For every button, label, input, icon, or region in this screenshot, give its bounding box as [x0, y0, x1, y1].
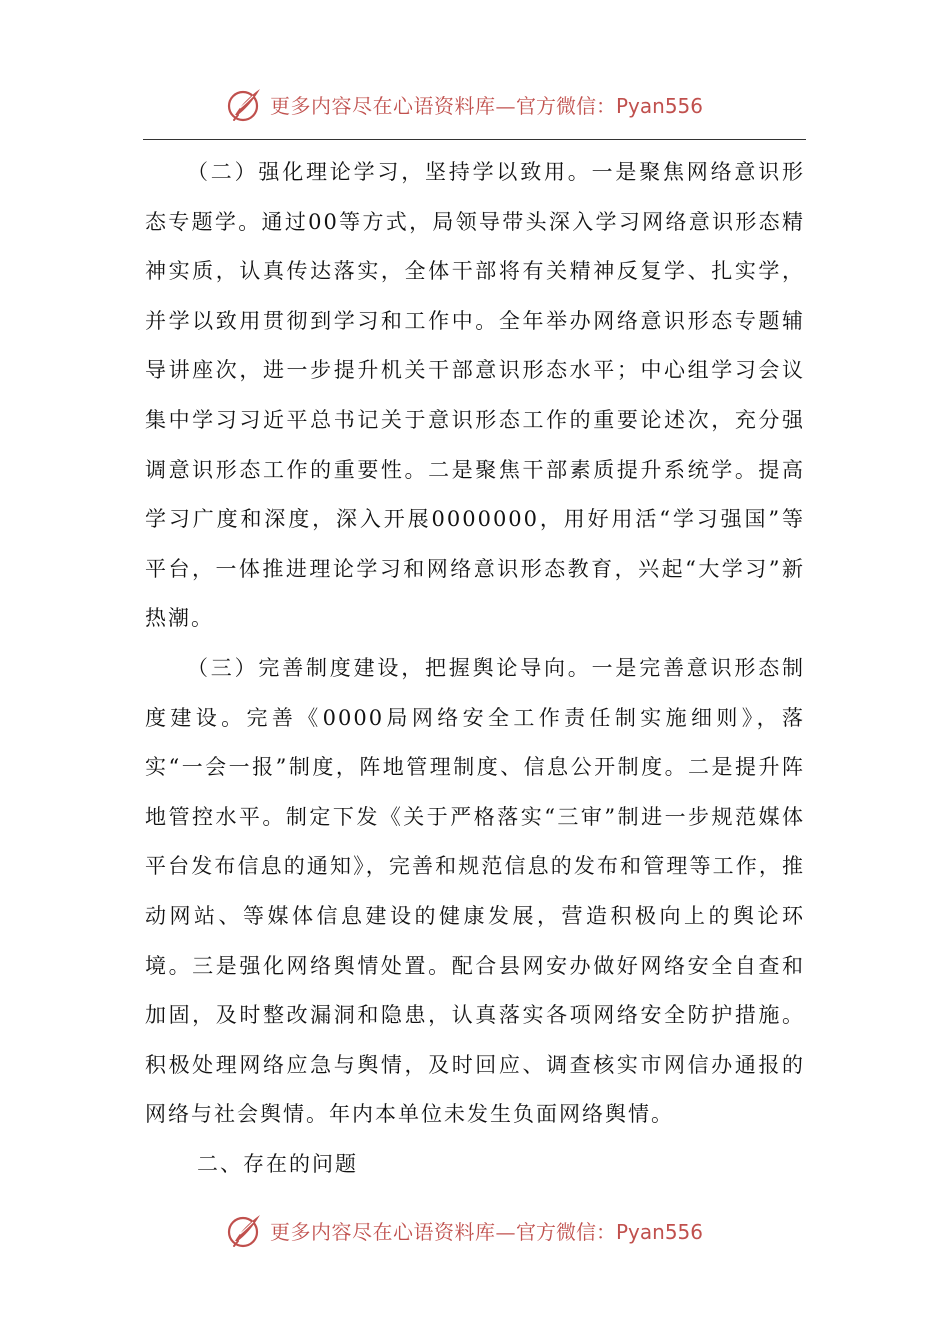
document-body: [145, 148, 805, 1189]
footer-promo-text: 更多内容尽在心语资料库—: [270, 1219, 516, 1244]
header-banner: [226, 82, 703, 126]
footer-banner: [226, 1208, 703, 1252]
header-contact-text: 官方微信：Pyan556: [516, 93, 704, 118]
paragraph-2: （二）强化理论学习，坚持学以致用。一是聚焦网络意识形态专题学。通过00等方式，局领导带头深入学习网络意识形态精神实质，认真传达落实，全体干部将有关精神反复学、扎实学，并学以致用贯彻到学习和工作中。全年举办网络意识形态专题辅导讲座次，进一步提升机关干部意识形态水平；中心组学习会议集中学习习近平总书记关于意识形态工作的重要论述次，充分强调意识形态工作的重要性。二是聚焦干部素质提升系统学。提高学习广度和深度，深入开展0000000，用好用活“学习强国”等平台，一体推进理论学习和网络意识形态教育，兴起“大学习”新热潮。: [145, 160, 805, 631]
paragraph-3: （三）完善制度建设，把握舆论导向。一是完善意识形态制度建设。完善《0000局网络安全工作责任制实施细则》，落实“一会一报”制度，阵地管理制度、信息公开制度。二是提升阵地管控水平。制定下发《关于严格落实“三审”制进一步规范媒体平台发布信息的通知》，完善和规范信息的发布和管理等工作，推动网站、等媒体信息建设的健康发展，营造积极向上的舆论环境。三是强化网络舆情处置。配合县网安办做好网络安全自查和加固，及时整改漏洞和隐患，认真落实各项网络安全防护措施。积极处理网络应急与舆情，及时回应、调查核实市网信办通报的网络与社会舆情。年内本单位未发生负面网络舆情。: [145, 655, 805, 1127]
header-divider: [143, 139, 806, 140]
footer-contact-text: 官方微信：Pyan556: [516, 1219, 704, 1244]
quill-logo-icon: [226, 1211, 264, 1249]
section-heading: 二、存在的问题: [197, 1151, 358, 1176]
quill-logo-icon: [226, 85, 264, 123]
header-promo-text: 更多内容尽在心语资料库—: [270, 93, 516, 118]
